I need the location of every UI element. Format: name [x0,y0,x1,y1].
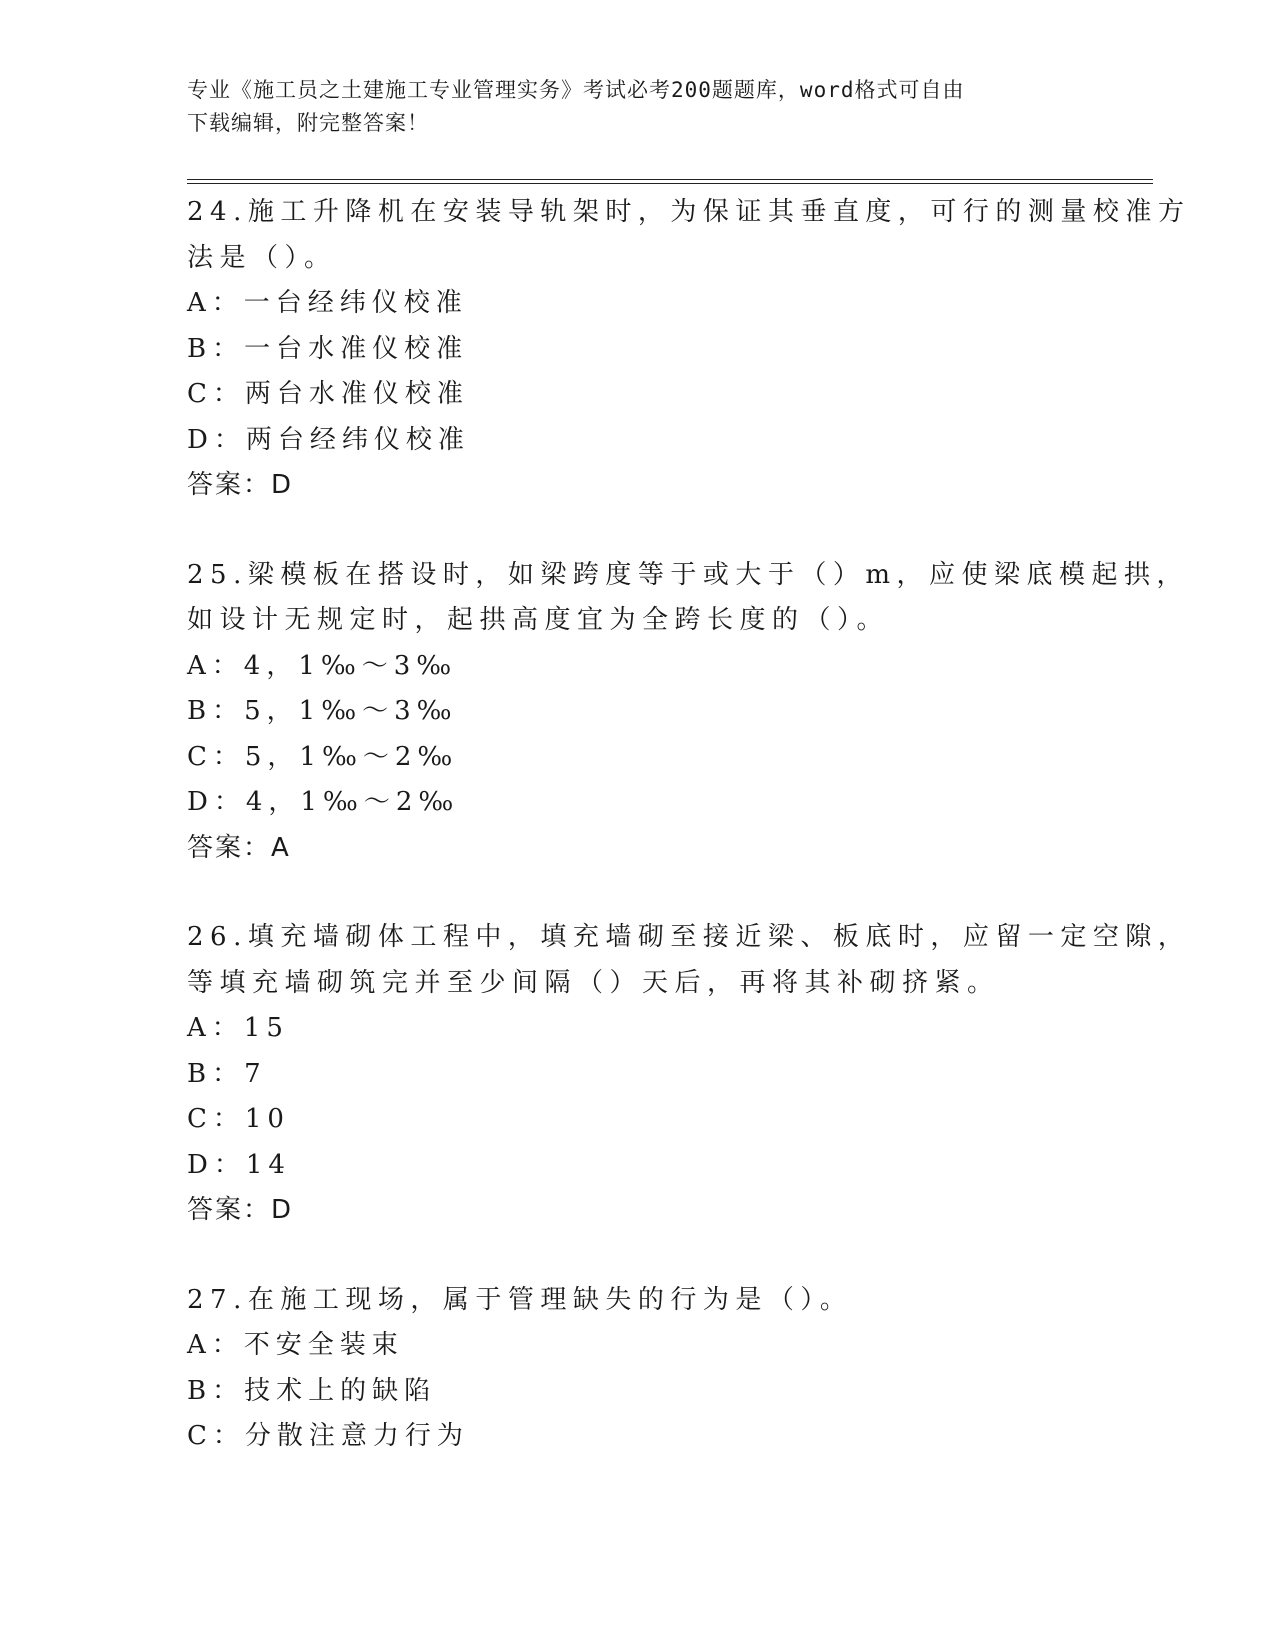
question-26 [187,915,1191,1234]
question-list [187,190,1191,1460]
option-c: C：两台水准仪校准 [187,379,469,409]
header-line-2: 下载编辑，附完整答案！ [187,111,429,135]
question-text-line: 26.填充墙砌体工程中，填充墙砌至接近梁、板底时，应留一定空隙， [187,922,1191,952]
question-25 [187,553,1190,872]
header-divider-bottom [187,183,1153,184]
option-b: B：一台水准仪校准 [187,333,469,364]
page-header [187,74,1067,140]
question-spacer [187,509,1087,553]
option-d: D：两台经纬仪校准 [187,424,470,455]
question-spacer [187,1234,1087,1278]
question-27 [187,1278,1087,1460]
question-text-line: 等填充墙砌筑完并至少间隔（）天后，再将其补砌挤紧。 [187,967,1000,998]
option-b: B：技术上的缺陷 [187,1375,437,1406]
option-a: A：一台经纬仪校准 [187,288,468,318]
question-24 [187,190,1191,509]
answer-line: 答案：A [187,832,291,863]
option-b: B：7 [187,1058,267,1089]
option-d: D：14 [187,1149,291,1180]
option-c: C：10 [187,1104,290,1134]
question-text-line: 法是（）。 [187,242,337,273]
option-d: D：4，1‰～2‰ [187,787,460,817]
question-text-line: 25.梁模板在搭设时，如梁跨度等于或大于（）m，应使梁底模起拱， [187,559,1190,590]
option-c: C：5，1‰～2‰ [187,741,459,772]
question-text-line: 如设计无规定时，起拱高度宜为全跨长度的（）。 [187,605,890,635]
header-line-1: 专业《施工员之土建施工专业管理实务》考试必考200题题库，word格式可自由 [187,78,965,102]
option-a: A：不安全装束 [187,1330,404,1360]
option-a: A：15 [187,1013,289,1043]
option-c: C：分散注意力行为 [187,1421,469,1451]
answer-line: 答案：D [187,470,294,500]
answer-line: 答案：D [187,1195,294,1225]
header-divider-top [187,179,1153,180]
question-text-line: 24.施工升降机在安装导轨架时，为保证其垂直度，可行的测量校准方 [187,197,1191,227]
option-a: A：4，1‰～3‰ [187,650,458,681]
option-b: B：5，1‰～3‰ [187,696,458,726]
question-text-line: 27.在施工现场，属于管理缺失的行为是（）。 [187,1284,853,1315]
question-spacer [187,871,1087,915]
